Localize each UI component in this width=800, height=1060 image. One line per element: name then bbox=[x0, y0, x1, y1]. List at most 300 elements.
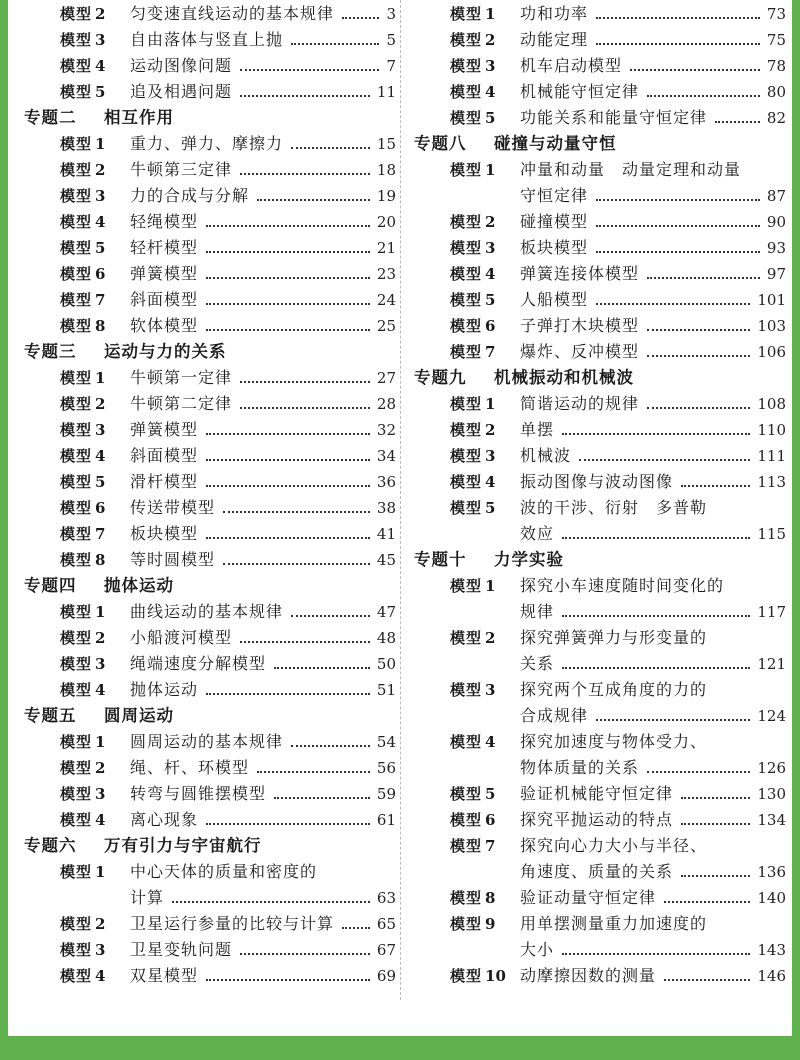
toc-entry-continuation bbox=[414, 183, 786, 209]
model-label bbox=[60, 261, 105, 287]
toc-entry bbox=[414, 729, 786, 755]
page-number: 90 bbox=[766, 213, 786, 231]
model-label bbox=[60, 729, 105, 755]
model-label bbox=[60, 937, 105, 963]
model-label-text: 模型 bbox=[60, 395, 93, 413]
model-number: 10 bbox=[485, 967, 506, 985]
model-label bbox=[60, 443, 105, 469]
model-number: 1 bbox=[485, 577, 496, 595]
page-number: 106 bbox=[757, 343, 786, 361]
model-number: 7 bbox=[95, 525, 106, 543]
section-title: 万有引力与宇宙航行 bbox=[104, 836, 262, 855]
dot-leader bbox=[342, 17, 379, 19]
model-title: 离心现象 bbox=[130, 810, 199, 829]
model-label bbox=[60, 911, 105, 937]
model-label-text: 模型 bbox=[450, 31, 483, 49]
model-label bbox=[60, 651, 105, 677]
model-title: 动摩擦因数的测量 bbox=[520, 966, 657, 985]
model-label bbox=[450, 417, 495, 443]
model-label-text: 模型 bbox=[60, 629, 93, 647]
toc-entry bbox=[414, 261, 786, 287]
toc-entry bbox=[24, 807, 396, 833]
model-title-continued: 守恒定律 bbox=[520, 186, 589, 205]
model-title: 机械波 bbox=[520, 446, 572, 465]
page-number: 146 bbox=[757, 967, 786, 985]
page-number: 73 bbox=[766, 5, 786, 23]
model-label-text: 模型 bbox=[60, 57, 93, 75]
model-label bbox=[450, 79, 495, 105]
model-title: 振动图像与波动图像 bbox=[520, 472, 674, 491]
model-label-text: 模型 bbox=[60, 759, 93, 777]
toc-entry bbox=[24, 443, 396, 469]
dot-leader bbox=[291, 43, 379, 45]
model-title: 轻杆模型 bbox=[130, 238, 199, 257]
model-label-text: 模型 bbox=[60, 239, 93, 257]
toc-entry bbox=[414, 417, 786, 443]
section-title: 圆周运动 bbox=[104, 706, 174, 725]
toc-entry bbox=[414, 235, 786, 261]
page-number: 80 bbox=[766, 83, 786, 101]
model-title: 板块模型 bbox=[130, 524, 199, 543]
dot-leader bbox=[206, 459, 370, 461]
model-number: 1 bbox=[95, 369, 106, 387]
toc-entry bbox=[24, 287, 396, 313]
dot-leader bbox=[223, 563, 370, 565]
model-title: 探究两个互成角度的力的 bbox=[520, 680, 708, 699]
toc-entry bbox=[414, 807, 786, 833]
model-label-text: 模型 bbox=[450, 343, 483, 361]
model-label bbox=[60, 625, 105, 651]
toc-entry bbox=[414, 313, 786, 339]
model-title: 斜面模型 bbox=[130, 290, 199, 309]
dot-leader bbox=[206, 329, 370, 331]
toc-entry bbox=[24, 313, 396, 339]
toc-entry bbox=[24, 781, 396, 807]
page-number: 3 bbox=[386, 5, 396, 23]
dot-leader bbox=[647, 277, 760, 279]
dot-leader bbox=[630, 69, 760, 71]
model-label-text: 模型 bbox=[450, 499, 483, 517]
model-title: 卫星运行参量的比较与计算 bbox=[130, 914, 335, 933]
model-label-text: 模型 bbox=[450, 109, 483, 127]
model-label bbox=[60, 313, 105, 339]
toc-entry bbox=[414, 27, 786, 53]
toc-entry bbox=[24, 469, 396, 495]
model-title: 波的干涉、衍射 多普勒 bbox=[520, 498, 708, 517]
toc-entry bbox=[24, 677, 396, 703]
model-label bbox=[450, 287, 495, 313]
model-label bbox=[60, 53, 105, 79]
model-number: 4 bbox=[95, 57, 106, 75]
model-label-text: 模型 bbox=[450, 811, 483, 829]
toc-entry bbox=[414, 495, 786, 521]
model-number: 3 bbox=[485, 57, 496, 75]
model-title-continued: 物体质量的关系 bbox=[520, 758, 640, 777]
model-label bbox=[450, 391, 495, 417]
toc-entry bbox=[414, 833, 786, 859]
model-label bbox=[60, 1, 105, 27]
section-title: 机械振动和机械波 bbox=[494, 368, 634, 387]
model-number: 2 bbox=[95, 161, 106, 179]
model-title: 绳、杆、环模型 bbox=[130, 758, 250, 777]
toc-entry bbox=[414, 1, 786, 27]
model-number: 1 bbox=[95, 603, 106, 621]
page-number: 7 bbox=[386, 57, 396, 75]
dot-leader bbox=[240, 381, 370, 383]
page-number: 34 bbox=[376, 447, 396, 465]
toc-entry bbox=[24, 365, 396, 391]
dot-leader bbox=[342, 927, 370, 929]
toc-entry bbox=[24, 391, 396, 417]
section-number: 专题八 bbox=[414, 134, 467, 153]
model-label-text: 模型 bbox=[60, 967, 93, 985]
model-label-text: 模型 bbox=[60, 473, 93, 491]
model-label-text: 模型 bbox=[60, 811, 93, 829]
page-number: 25 bbox=[376, 317, 396, 335]
model-label-text: 模型 bbox=[60, 187, 93, 205]
model-label-text: 模型 bbox=[450, 291, 483, 309]
model-label-text: 模型 bbox=[60, 369, 93, 387]
model-label-text: 模型 bbox=[450, 421, 483, 439]
toc-entry-continuation bbox=[414, 599, 786, 625]
page-number: 115 bbox=[757, 525, 786, 543]
model-title-continued: 角速度、质量的关系 bbox=[520, 862, 674, 881]
model-label bbox=[60, 859, 105, 885]
model-title: 弹簧模型 bbox=[130, 264, 199, 283]
model-label-text: 模型 bbox=[450, 733, 483, 751]
model-label bbox=[450, 677, 495, 703]
toc-entry bbox=[24, 1, 396, 27]
toc-entry bbox=[24, 651, 396, 677]
model-label bbox=[450, 729, 495, 755]
page-number: 75 bbox=[766, 31, 786, 49]
model-label-text: 模型 bbox=[450, 5, 483, 23]
model-label-text: 模型 bbox=[60, 551, 93, 569]
dot-leader bbox=[579, 459, 750, 461]
model-label bbox=[60, 469, 105, 495]
model-title: 自由落体与竖直上抛 bbox=[130, 30, 284, 49]
model-number: 7 bbox=[485, 343, 496, 361]
dot-leader bbox=[562, 667, 750, 669]
toc-entry bbox=[414, 885, 786, 911]
model-label bbox=[450, 27, 495, 53]
model-title: 探究小车速度随时间变化的 bbox=[520, 576, 725, 595]
toc-entry bbox=[24, 235, 396, 261]
model-number: 8 bbox=[95, 551, 106, 569]
model-label-text: 模型 bbox=[450, 161, 483, 179]
model-label bbox=[450, 469, 495, 495]
model-number: 2 bbox=[95, 5, 106, 23]
section-heading bbox=[24, 833, 396, 859]
model-label-text: 模型 bbox=[60, 499, 93, 517]
model-label bbox=[450, 339, 495, 365]
model-title: 圆周运动的基本规律 bbox=[130, 732, 284, 751]
model-number: 2 bbox=[485, 629, 496, 647]
dot-leader bbox=[240, 953, 370, 955]
model-number: 3 bbox=[95, 785, 106, 803]
toc-entry-continuation bbox=[414, 651, 786, 677]
model-number: 6 bbox=[485, 317, 496, 335]
model-title-continued: 规律 bbox=[520, 602, 555, 621]
model-number: 1 bbox=[485, 395, 496, 413]
toc-entry bbox=[24, 53, 396, 79]
page-number: 54 bbox=[376, 733, 396, 751]
model-title: 等时圆模型 bbox=[130, 550, 216, 569]
dot-leader bbox=[206, 251, 370, 253]
toc-entry bbox=[24, 157, 396, 183]
model-number: 5 bbox=[485, 785, 496, 803]
section-number: 专题十 bbox=[414, 550, 467, 569]
model-title: 人船模型 bbox=[520, 290, 589, 309]
model-title: 传送带模型 bbox=[130, 498, 216, 517]
page-number: 59 bbox=[376, 785, 396, 803]
page-number: 38 bbox=[376, 499, 396, 517]
model-title: 冲量和动量 动量定理和动量 bbox=[520, 160, 742, 179]
page-number: 36 bbox=[376, 473, 396, 491]
section-heading bbox=[414, 365, 786, 391]
page-number: 101 bbox=[757, 291, 786, 309]
page-number: 140 bbox=[757, 889, 786, 907]
page-number: 130 bbox=[757, 785, 786, 803]
model-label-text: 模型 bbox=[450, 265, 483, 283]
model-title: 卫星变轨问题 bbox=[130, 940, 233, 959]
model-label-text: 模型 bbox=[60, 655, 93, 673]
model-title: 简谐运动的规律 bbox=[520, 394, 640, 413]
dot-leader bbox=[240, 641, 370, 643]
dot-leader bbox=[206, 693, 370, 695]
toc-page bbox=[8, 0, 792, 1036]
model-number: 1 bbox=[95, 863, 106, 881]
model-number: 1 bbox=[95, 733, 106, 751]
model-number: 1 bbox=[485, 5, 496, 23]
model-title: 板块模型 bbox=[520, 238, 589, 257]
page-number: 117 bbox=[757, 603, 786, 621]
toc-entry bbox=[24, 131, 396, 157]
model-title: 滑杆模型 bbox=[130, 472, 199, 491]
toc-entry bbox=[414, 209, 786, 235]
dot-leader bbox=[647, 95, 760, 97]
toc-entry bbox=[414, 53, 786, 79]
toc-entry bbox=[414, 469, 786, 495]
model-label bbox=[450, 209, 495, 235]
model-label-text: 模型 bbox=[60, 83, 93, 101]
model-title: 机械能守恒定律 bbox=[520, 82, 640, 101]
model-label-text: 模型 bbox=[450, 447, 483, 465]
toc-entry bbox=[414, 157, 786, 183]
model-title: 双星模型 bbox=[130, 966, 199, 985]
model-title: 动能定理 bbox=[520, 30, 589, 49]
model-title: 绳端速度分解模型 bbox=[130, 654, 267, 673]
dot-leader bbox=[596, 251, 760, 253]
model-number: 3 bbox=[485, 681, 496, 699]
model-label bbox=[60, 677, 105, 703]
dot-leader bbox=[274, 797, 370, 799]
model-title: 功和功率 bbox=[520, 4, 589, 23]
model-number: 2 bbox=[95, 915, 106, 933]
model-label bbox=[60, 391, 105, 417]
model-number: 4 bbox=[485, 473, 496, 491]
toc-entry bbox=[414, 781, 786, 807]
section-heading bbox=[414, 547, 786, 573]
model-title: 探究加速度与物体受力、 bbox=[520, 732, 708, 751]
model-label-text: 模型 bbox=[450, 629, 483, 647]
model-label bbox=[450, 625, 495, 651]
page-number: 48 bbox=[376, 629, 396, 647]
model-label bbox=[60, 547, 105, 573]
model-label bbox=[450, 261, 495, 287]
model-title: 探究弹簧弹力与形变量的 bbox=[520, 628, 708, 647]
toc-entry bbox=[414, 573, 786, 599]
page-number: 103 bbox=[757, 317, 786, 335]
model-number: 5 bbox=[485, 291, 496, 309]
toc-entry-continuation bbox=[414, 755, 786, 781]
model-label-text: 模型 bbox=[60, 31, 93, 49]
page-number: 78 bbox=[766, 57, 786, 75]
model-label bbox=[60, 781, 105, 807]
model-label bbox=[450, 157, 495, 183]
dot-leader bbox=[596, 303, 750, 305]
section-title: 碰撞与动量守恒 bbox=[494, 134, 617, 153]
page-number: 65 bbox=[376, 915, 396, 933]
model-number: 5 bbox=[95, 239, 106, 257]
model-label-text: 模型 bbox=[60, 5, 93, 23]
section-heading bbox=[414, 131, 786, 157]
model-title: 牛顿第三定律 bbox=[130, 160, 233, 179]
model-title: 牛顿第一定律 bbox=[130, 368, 233, 387]
section-title: 力学实验 bbox=[494, 550, 564, 569]
toc-entry bbox=[414, 677, 786, 703]
model-title: 验证机械能守恒定律 bbox=[520, 784, 674, 803]
dot-leader bbox=[223, 511, 370, 513]
model-label-text: 模型 bbox=[450, 785, 483, 803]
model-number: 5 bbox=[485, 109, 496, 127]
section-heading bbox=[24, 105, 396, 131]
model-title-continued: 关系 bbox=[520, 654, 555, 673]
model-number: 9 bbox=[485, 915, 496, 933]
toc-entry-continuation bbox=[414, 703, 786, 729]
dot-leader bbox=[562, 433, 750, 435]
dot-leader bbox=[291, 147, 370, 149]
dot-leader bbox=[596, 199, 760, 201]
page-number: 111 bbox=[757, 447, 786, 465]
model-label-text: 模型 bbox=[450, 57, 483, 75]
dot-leader bbox=[240, 407, 370, 409]
model-label-text: 模型 bbox=[60, 525, 93, 543]
model-number: 4 bbox=[485, 83, 496, 101]
dot-leader bbox=[172, 901, 370, 903]
model-label bbox=[60, 807, 105, 833]
toc-entry bbox=[24, 547, 396, 573]
model-title: 重力、弹力、摩擦力 bbox=[130, 134, 284, 153]
model-number: 7 bbox=[95, 291, 106, 309]
model-number: 1 bbox=[95, 135, 106, 153]
dot-leader bbox=[715, 121, 760, 123]
model-number: 3 bbox=[95, 421, 106, 439]
model-number: 8 bbox=[485, 889, 496, 907]
model-label-text: 模型 bbox=[450, 473, 483, 491]
toc-entry-continuation bbox=[414, 521, 786, 547]
dot-leader bbox=[206, 823, 370, 825]
page-number: 82 bbox=[766, 109, 786, 127]
dot-leader bbox=[206, 485, 370, 487]
dot-leader bbox=[206, 537, 370, 539]
dot-leader bbox=[596, 719, 750, 721]
model-title: 弹簧模型 bbox=[130, 420, 199, 439]
model-label bbox=[60, 521, 105, 547]
model-title: 斜面模型 bbox=[130, 446, 199, 465]
dot-leader bbox=[562, 537, 750, 539]
model-number: 4 bbox=[485, 265, 496, 283]
page-number: 113 bbox=[757, 473, 786, 491]
page-number: 121 bbox=[757, 655, 786, 673]
model-label bbox=[60, 79, 105, 105]
page-number: 18 bbox=[376, 161, 396, 179]
model-label-text: 模型 bbox=[60, 291, 93, 309]
model-title: 牛顿第二定律 bbox=[130, 394, 233, 413]
model-label bbox=[60, 209, 105, 235]
page-number: 28 bbox=[376, 395, 396, 413]
dot-leader bbox=[206, 303, 370, 305]
toc-entry bbox=[24, 79, 396, 105]
dot-leader bbox=[647, 355, 750, 357]
model-label-text: 模型 bbox=[450, 681, 483, 699]
model-label-text: 模型 bbox=[60, 603, 93, 621]
dot-leader bbox=[291, 745, 370, 747]
model-title: 转弯与圆锥摆模型 bbox=[130, 784, 267, 803]
toc-entry bbox=[414, 443, 786, 469]
model-label bbox=[450, 807, 495, 833]
toc-entry bbox=[24, 859, 396, 885]
page-number: 15 bbox=[376, 135, 396, 153]
model-label-text: 模型 bbox=[450, 213, 483, 231]
dot-leader bbox=[562, 615, 750, 617]
model-label bbox=[60, 287, 105, 313]
toc-entry bbox=[24, 599, 396, 625]
model-label-text: 模型 bbox=[60, 733, 93, 751]
model-label-text: 模型 bbox=[450, 915, 483, 933]
page-number: 134 bbox=[757, 811, 786, 829]
section-heading bbox=[24, 339, 396, 365]
section-title: 运动与力的关系 bbox=[104, 342, 227, 361]
page-number: 19 bbox=[376, 187, 396, 205]
model-title: 子弹打木块模型 bbox=[520, 316, 640, 335]
model-title: 追及相遇问题 bbox=[130, 82, 233, 101]
model-label-text: 模型 bbox=[60, 915, 93, 933]
model-number: 5 bbox=[485, 499, 496, 517]
toc-entry bbox=[24, 261, 396, 287]
model-number: 3 bbox=[485, 239, 496, 257]
model-label bbox=[450, 963, 506, 989]
page-number: 11 bbox=[376, 83, 396, 101]
toc-entry bbox=[24, 937, 396, 963]
model-label bbox=[450, 443, 495, 469]
page-number: 87 bbox=[766, 187, 786, 205]
model-label bbox=[60, 27, 105, 53]
page-number: 20 bbox=[376, 213, 396, 231]
model-number: 4 bbox=[95, 447, 106, 465]
model-label-text: 模型 bbox=[60, 681, 93, 699]
dot-leader bbox=[681, 875, 750, 877]
toc-entry-continuation bbox=[414, 859, 786, 885]
model-label bbox=[60, 157, 105, 183]
model-title-continued: 合成规律 bbox=[520, 706, 589, 725]
page-number: 136 bbox=[757, 863, 786, 881]
section-heading bbox=[24, 703, 396, 729]
model-number: 2 bbox=[485, 421, 496, 439]
toc-entry bbox=[24, 755, 396, 781]
model-title: 爆炸、反冲模型 bbox=[520, 342, 640, 361]
toc-entry-continuation bbox=[24, 885, 396, 911]
